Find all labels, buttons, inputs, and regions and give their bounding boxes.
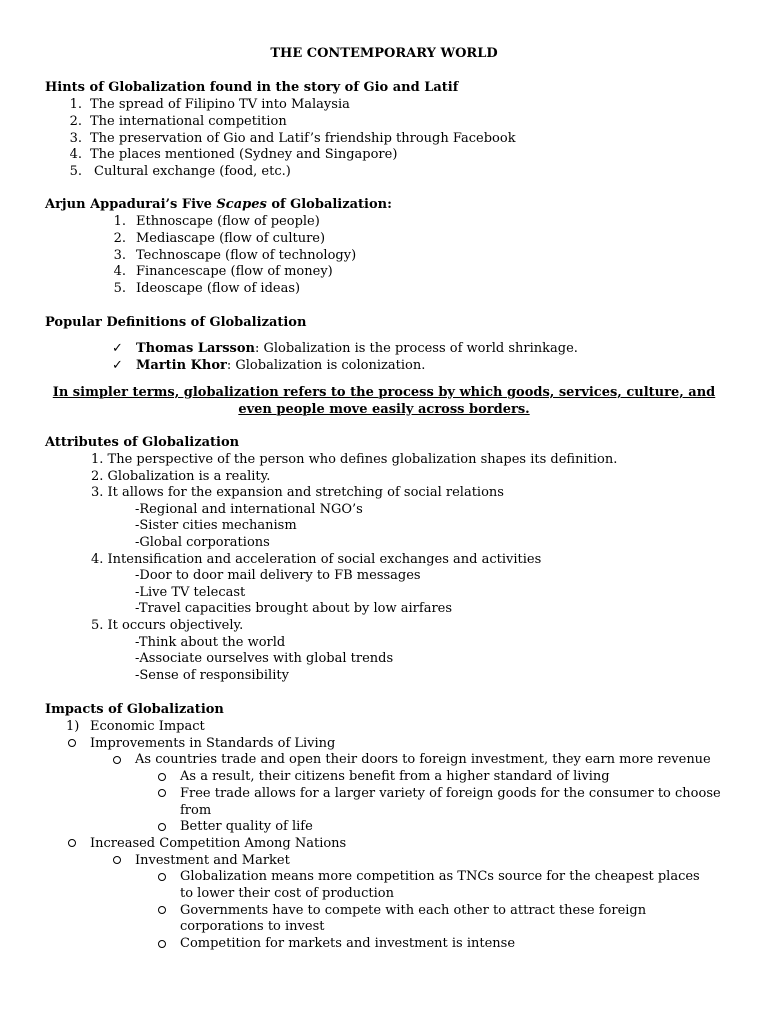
simpler-terms-line-1: In simpler terms, globalization refers to the process by which goods, services, culture, and xyxy=(52,385,716,400)
checkmark-icon: ✓ xyxy=(112,357,123,373)
impact-item-text: Investment and Market xyxy=(135,852,290,868)
hints-item-text: The international competition xyxy=(90,113,287,129)
impact-item-text: As countries trade and open their doors to foreign investment, they earn more revenue xyxy=(135,752,711,768)
circle-bullet-icon xyxy=(158,873,166,881)
definition-item xyxy=(136,340,578,357)
impact-item-text: Economic Impact xyxy=(90,719,205,734)
hints-item-text: The spread of Filipino TV into Malaysia xyxy=(90,97,350,112)
circle-bullet-icon xyxy=(158,940,166,948)
hints-item-number: 4. xyxy=(69,147,82,163)
attribute-subitem: -Associate ourselves with global trends xyxy=(135,651,394,667)
impact-item-text: Globalization means more competition as TNCs source for the cheapest places xyxy=(180,869,700,885)
hints-heading: Hints of Globalization found in the story of Gio and Latif xyxy=(45,80,459,95)
scapes-heading-post: of Globalization: xyxy=(266,197,392,212)
scapes-item-number: 3. xyxy=(113,247,126,263)
hints-item-text: The places mentioned (Sydney and Singapore) xyxy=(90,147,398,163)
hints-item-number: 1. xyxy=(69,97,82,112)
circle-bullet-icon xyxy=(113,756,121,764)
attribute-subitem: -Global corporations xyxy=(135,535,270,550)
scapes-heading xyxy=(45,196,392,213)
impact-item-text: Increased Competition Among Nations xyxy=(90,835,347,851)
scapes-item-text: Ideoscape (flow of ideas) xyxy=(136,281,301,297)
checkmark-icon: ✓ xyxy=(112,341,123,356)
scapes-item-text: Mediascape (flow of culture) xyxy=(136,230,326,246)
circle-bullet-icon xyxy=(158,789,166,797)
impact-item-text: corporations to invest xyxy=(180,919,325,935)
scapes-item-number: 1. xyxy=(113,214,126,229)
definition-name: Thomas Larsson xyxy=(136,341,255,356)
definition-text: : Globalization is colonization. xyxy=(226,357,426,373)
impact-item-text: Better quality of life xyxy=(180,819,313,835)
scapes-item-text: Technoscape (flow of technology) xyxy=(136,247,357,263)
impact-item-text: to lower their cost of production xyxy=(180,886,394,901)
circle-bullet-icon xyxy=(68,739,76,747)
definition-text: : Globalization is the process of world shrinkage. xyxy=(255,341,578,356)
scapes-item-text: Financescape (flow of money) xyxy=(136,264,333,280)
hints-item-text: Cultural exchange (food, etc.) xyxy=(94,164,291,180)
hints-item-text: The preservation of Gio and Latif’s friendship through Facebook xyxy=(90,130,516,146)
definitions-heading: Popular Definitions of Globalization xyxy=(45,315,307,330)
document-title: THE CONTEMPORARY WORLD xyxy=(270,46,498,61)
circle-bullet-icon xyxy=(113,856,121,864)
circle-bullet-icon xyxy=(158,773,166,781)
simpler-terms-line-2: even people move easily across borders. xyxy=(238,402,530,417)
circle-bullet-icon xyxy=(158,906,166,914)
scapes-item-text: Ethnoscape (flow of people) xyxy=(136,214,320,229)
impact-item-text: Governments have to compete with each other to attract these foreign xyxy=(180,902,647,918)
attribute-subitem: -Think about the world xyxy=(135,634,286,650)
attribute-subitem: -Live TV telecast xyxy=(135,584,246,600)
impact-item-text: Free trade allows for a larger variety of foreign goods for the consumer to choose xyxy=(180,785,721,801)
attribute-subitem: -Sister cities mechanism xyxy=(135,518,297,534)
attribute-item: 1. The perspective of the person who defines globalization shapes its definition. xyxy=(91,452,618,467)
circle-bullet-icon xyxy=(68,839,76,847)
attribute-subitem: -Sense of responsibility xyxy=(135,667,289,683)
hints-item-number: 3. xyxy=(69,130,82,146)
definition-item xyxy=(136,357,425,374)
attributes-heading: Attributes of Globalization xyxy=(45,435,240,450)
impact-item-text: Competition for markets and investment is intense xyxy=(180,936,516,952)
definition-name: Martin Khor xyxy=(136,357,227,373)
attribute-item: 3. It allows for the expansion and stretching of social relations xyxy=(91,485,504,501)
scapes-heading-pre: Arjun Appadurai’s Five xyxy=(45,197,217,212)
impact-item-text: from xyxy=(180,802,212,818)
attribute-item: 2. Globalization is a reality. xyxy=(91,468,271,484)
hints-item-number: 5. xyxy=(69,164,82,180)
attribute-subitem: -Travel capacities brought about by low airfares xyxy=(135,601,453,617)
impact-item-text: As a result, their citizens benefit from a higher standard of living xyxy=(180,769,610,785)
hints-item-number: 2. xyxy=(69,113,82,129)
attribute-subitem: -Regional and international NGO’s xyxy=(135,501,363,517)
impacts-heading: Impacts of Globalization xyxy=(45,702,224,717)
scapes-item-number: 2. xyxy=(113,230,126,246)
scapes-item-number: 5. xyxy=(113,281,126,297)
attribute-subitem: -Door to door mail delivery to FB messages xyxy=(135,568,421,584)
attribute-item: 4. Intensification and acceleration of social exchanges and activities xyxy=(91,551,542,567)
impact-number: 1) xyxy=(66,719,80,734)
scapes-heading-em: Scapes xyxy=(216,197,267,212)
circle-bullet-icon xyxy=(158,823,166,831)
scapes-item-number: 4. xyxy=(113,264,126,280)
impact-item-text: Improvements in Standards of Living xyxy=(90,735,336,751)
attribute-item: 5. It occurs objectively. xyxy=(91,618,244,633)
